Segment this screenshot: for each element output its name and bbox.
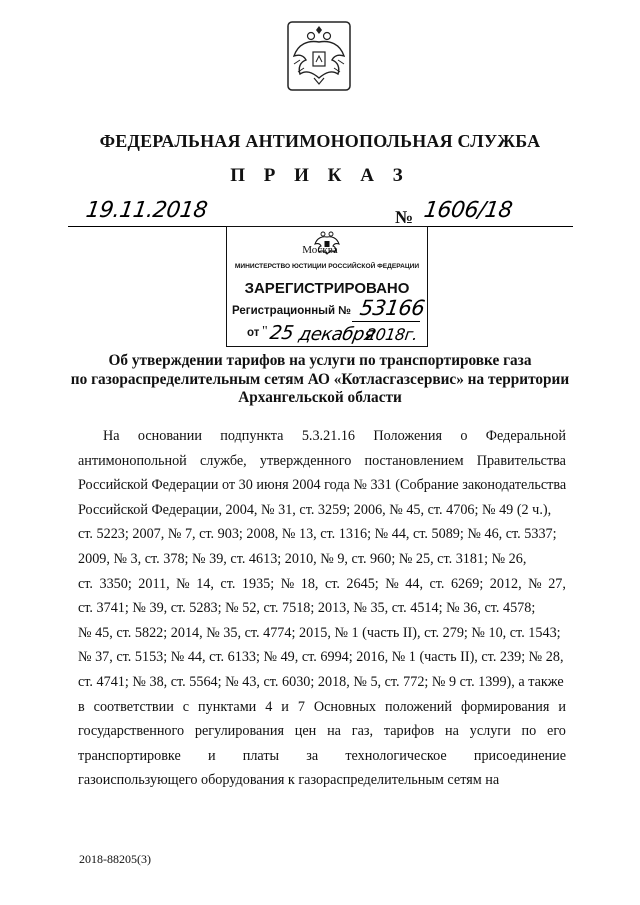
body-word: основании bbox=[137, 428, 202, 444]
body-word: положений bbox=[384, 698, 452, 715]
body-word: соответствии bbox=[93, 698, 174, 715]
subject-line: по газораспределительным сетям АО «Котласгазсервис» на территории bbox=[70, 370, 570, 388]
stamp-quote-mark: " bbox=[262, 324, 268, 339]
body-word: формирования bbox=[460, 698, 550, 715]
body-line bbox=[78, 449, 566, 474]
body-word: Российской Федерации от 30 июня 2004 года № 331 (Собрание законодательства bbox=[78, 477, 567, 494]
body-word: цен bbox=[294, 723, 317, 740]
document-type-title: П Р И К А З bbox=[230, 165, 410, 186]
body-word: № bbox=[176, 575, 190, 592]
body-line bbox=[78, 473, 566, 498]
number-sign: № bbox=[395, 207, 414, 227]
stamp-day: 25 bbox=[268, 322, 295, 344]
body-word: платы bbox=[242, 747, 280, 764]
body-word: государственного bbox=[78, 723, 185, 740]
body-word: постановлением bbox=[364, 452, 464, 469]
body-word: пунктами bbox=[198, 698, 257, 715]
body-word: 2009, № 3, ст. 378; № 39, ст. 4613; 2010, № 9, ст. 960; № 25, ст. 3181; № 26, bbox=[78, 550, 527, 567]
body-word: Российской Федерации, 2004, № 31, ст. 3259; 2006, № 45, ст. 4706; № 49 (2 ч.), bbox=[78, 501, 552, 518]
body-word: Федеральной bbox=[485, 428, 566, 444]
body-word: ст. 4741; № 38, ст. 5564; № 43, ст. 6030; 2018, № 5, ст. 772; № 9 ст. 1399), а также bbox=[78, 673, 564, 690]
body-word: Основных bbox=[313, 698, 377, 715]
body-word: № bbox=[385, 575, 399, 592]
stamp-number-underline bbox=[352, 321, 420, 322]
subject-line: Архангельской области bbox=[238, 389, 402, 406]
body-word: ст. 5223; 2007, № 7, ст. 903; 2008, № 13, ст. 1316; № 44, ст. 5089; № 46, ст. 5337; bbox=[78, 526, 557, 543]
body-word: службе, bbox=[199, 452, 247, 469]
body-word: 2011, bbox=[138, 575, 170, 592]
body-word: 2645; bbox=[346, 575, 379, 592]
body-word: тарифов bbox=[383, 723, 435, 740]
body-word: Правительства bbox=[476, 452, 566, 469]
body-word: ст. 3741; № 39, ст. 5283; № 52, ст. 7518; 2013, № 35, ст. 4514; № 36, ст. 4578; bbox=[78, 600, 536, 617]
body-word: 4 bbox=[265, 698, 273, 715]
body-word: в bbox=[78, 698, 85, 715]
stamp-registration-number: 53166 bbox=[358, 296, 426, 320]
body-word: транспортировке bbox=[78, 747, 181, 764]
body-word: антимонопольной bbox=[78, 452, 187, 469]
body-word: и bbox=[207, 747, 216, 764]
body-word: подпункта bbox=[220, 428, 284, 444]
body-word: услуги bbox=[469, 723, 511, 740]
body-line bbox=[78, 424, 566, 449]
body-word: газ, bbox=[351, 723, 374, 740]
body-word: и bbox=[281, 698, 289, 715]
body-line bbox=[78, 572, 566, 597]
body-line bbox=[78, 744, 566, 769]
body-text bbox=[78, 424, 566, 793]
order-subject bbox=[60, 352, 580, 408]
body-word: 27, bbox=[548, 575, 566, 592]
body-word: на bbox=[327, 723, 341, 740]
stamp-year: 2018г. bbox=[364, 325, 419, 344]
body-line bbox=[78, 719, 566, 744]
body-word: 3350; bbox=[99, 575, 132, 592]
body-word: присоединение bbox=[473, 747, 566, 764]
body-word: № bbox=[528, 575, 542, 592]
body-word: на bbox=[445, 723, 459, 740]
order-date: 19.11.2018 bbox=[84, 198, 209, 223]
body-word: 7 bbox=[297, 698, 305, 715]
body-word: 5.3.21.16 bbox=[301, 428, 356, 444]
body-line bbox=[78, 695, 566, 720]
order-number: 1606/18 bbox=[422, 198, 514, 223]
body-line bbox=[78, 522, 566, 547]
body-word: 2012, bbox=[489, 575, 522, 592]
coat-of-arms-icon bbox=[286, 20, 352, 92]
document-code: 2018-88205(3) bbox=[79, 852, 151, 866]
body-word: и bbox=[558, 698, 566, 715]
body-word: за bbox=[306, 747, 319, 764]
body-word: 14, bbox=[196, 575, 214, 592]
body-word: его bbox=[547, 723, 566, 740]
body-word: с bbox=[182, 698, 190, 715]
body-word: № 45, ст. 5822; 2014, № 35, ст. 4774; 2015, № 1 (часть II), ст. 279; № 10, ст. 1543; bbox=[78, 624, 561, 641]
body-word: На bbox=[103, 428, 120, 444]
body-word: 1935; bbox=[241, 575, 275, 592]
body-line bbox=[78, 768, 566, 793]
body-word: 44, bbox=[405, 575, 423, 592]
body-word: ст. bbox=[429, 575, 445, 592]
body-line bbox=[78, 596, 566, 621]
stamp-city: Москва bbox=[302, 244, 338, 256]
stamp-ministry: МИНИСТЕРСТВО ЮСТИЦИИ РОССИЙСКОЙ ФЕДЕРАЦИИ bbox=[234, 263, 420, 270]
body-word: 6269; bbox=[450, 575, 484, 592]
body-line bbox=[78, 645, 566, 670]
body-word: ст. bbox=[324, 575, 340, 592]
body-word: 18, bbox=[300, 575, 319, 592]
agency-name: ФЕДЕРАЛЬНАЯ АНТИМОНОПОЛЬНАЯ СЛУЖБА bbox=[99, 131, 541, 151]
body-line bbox=[78, 670, 566, 695]
subject-line: Об утверждении тарифов на услуги по транспортировке газа bbox=[108, 352, 532, 369]
body-word: № 37, ст. 5153; № 44, ст. 6133; № 49, ст. 6994; 2016, № 1 (часть II), ст. 239; № 28, bbox=[78, 649, 564, 666]
body-word: по bbox=[521, 723, 537, 740]
body-word: технологическое bbox=[345, 747, 447, 764]
body-word: Положения bbox=[373, 428, 442, 444]
stamp-registration-label: Регистрационный № bbox=[232, 305, 352, 317]
body-word: газоиспользующего оборудования к газораспределительным сетям на bbox=[78, 772, 500, 789]
body-line bbox=[78, 621, 566, 646]
body-line bbox=[78, 547, 566, 572]
body-word: ст. bbox=[220, 575, 236, 592]
stamp-registered-label: ЗАРЕГИСТРИРОВАНО bbox=[244, 280, 410, 297]
stamp-month: декабря bbox=[297, 324, 377, 345]
number-underline bbox=[425, 226, 573, 227]
stamp-from-label: от bbox=[247, 327, 260, 339]
body-word: регулирования bbox=[194, 723, 284, 740]
body-word: ст. bbox=[78, 575, 93, 592]
body-word: утвержденного bbox=[259, 452, 352, 469]
body-line bbox=[78, 498, 566, 523]
body-word: о bbox=[460, 428, 468, 444]
body-word: № bbox=[280, 575, 295, 592]
date-underline bbox=[68, 226, 228, 227]
